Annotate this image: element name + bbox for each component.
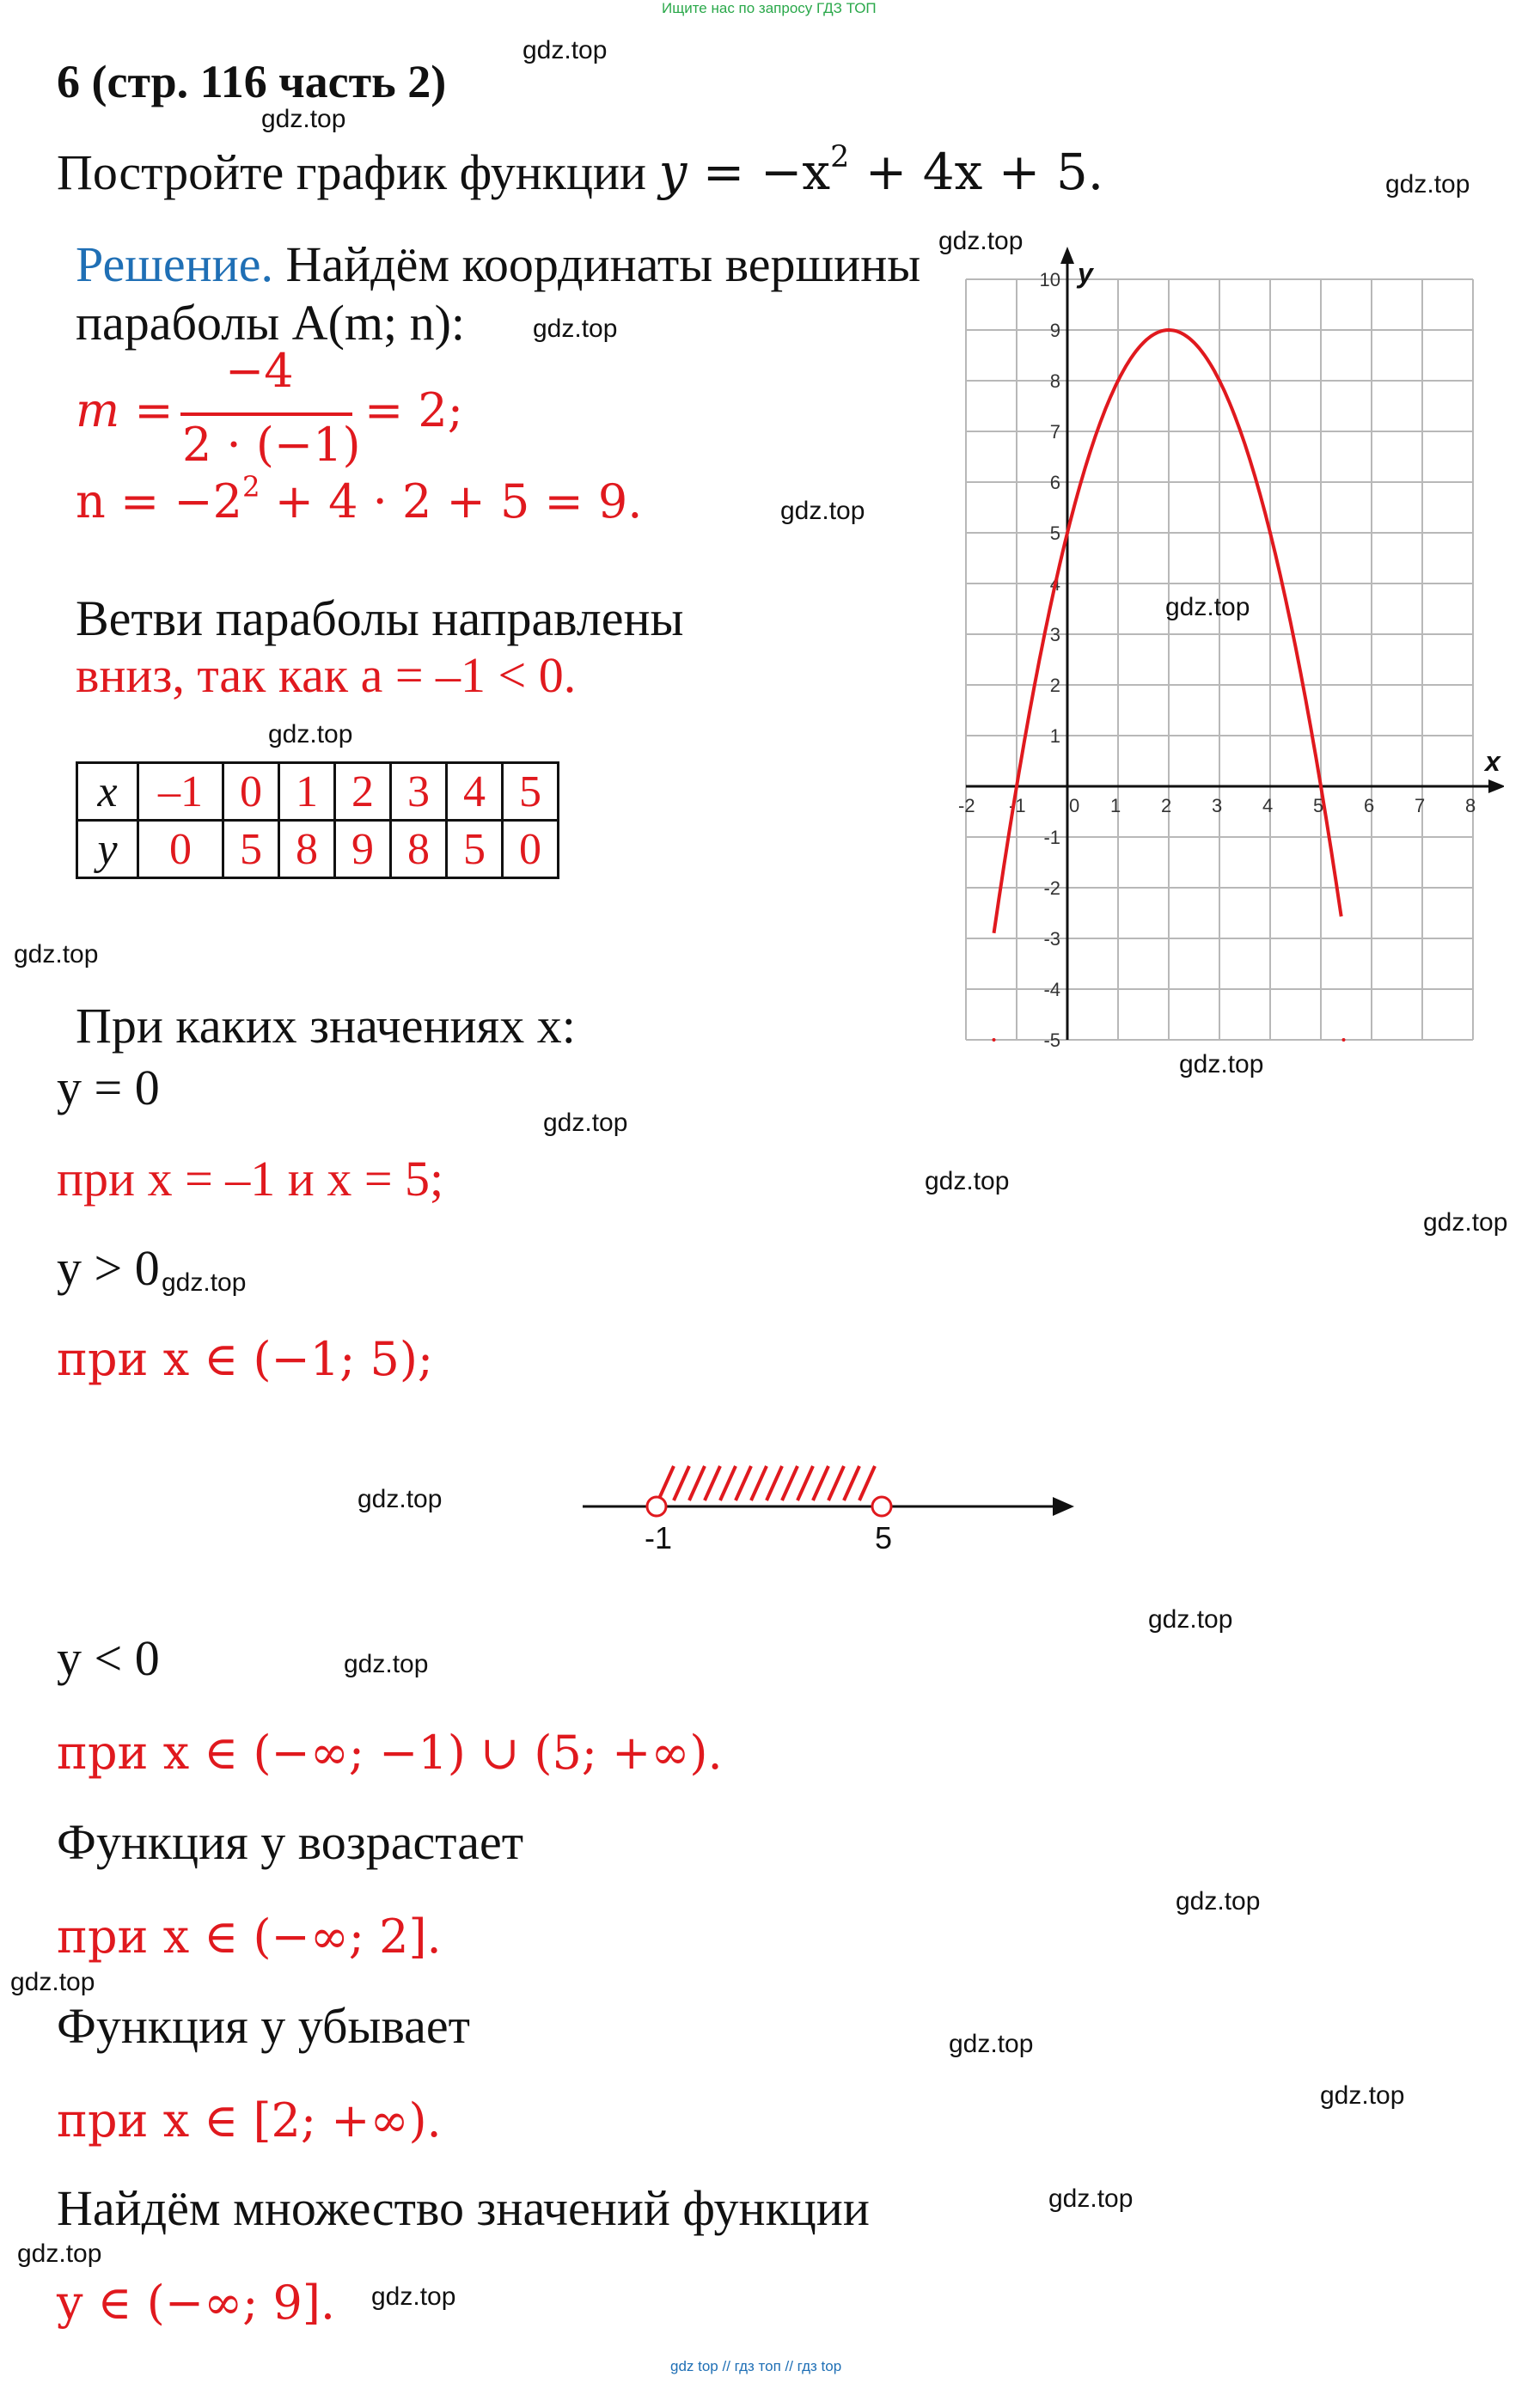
table-header-y: y [77,821,138,878]
branches-line-2: вниз, так как a = –1 < 0. [76,647,577,703]
task-formula-tail: + 4x + 5. [849,143,1104,201]
watermark: gdz.top [1385,170,1470,199]
data-point [1167,328,1170,332]
number-line [576,1452,1083,1564]
table-cell: 5 [447,821,503,878]
watermark: gdz.top [938,227,1024,255]
data-point [1218,379,1221,382]
x-tick-label: 5 [1313,795,1324,816]
watermark: gdz.top [10,1968,95,1996]
y-tick-label: 4 [1049,573,1060,595]
data-point [1341,1038,1345,1042]
open-point-right [872,1497,891,1516]
y-tick-label: -2 [1043,877,1060,899]
number-line-label-left: -1 [645,1520,673,1555]
task-prefix: Постройте график функции [57,144,659,200]
table-header-x: x [77,763,138,821]
x-tick-label: 7 [1415,795,1426,816]
n-exp: 2 [241,470,260,504]
data-point [1268,531,1272,535]
watermark: gdz.top [1048,2184,1134,2213]
table-cell: 0 [503,821,559,878]
m-denominator: 2 · (−1) [182,418,361,472]
n-formula [76,470,643,529]
watermark: gdz.top [925,1167,1010,1195]
x-tick-label: 6 [1364,795,1375,816]
watermark: gdz.top [1165,593,1250,621]
table-cell: 0 [138,821,223,878]
data-point [1066,531,1069,535]
task-formula-exp: 2 [830,139,850,174]
watermark: gdz.top [268,720,353,749]
watermark: gdz.top [522,36,608,64]
watermark: gdz.top [14,940,99,968]
watermark: gdz.top [344,1650,429,1678]
y-tick-label: 2 [1049,675,1060,696]
question-2: y > 0 [57,1240,160,1296]
increasing-text: Функция y возрастает [57,1814,524,1870]
watermark: gdz.top [1423,1208,1508,1237]
y-tick-label: 8 [1049,370,1060,392]
table-cell: 0 [223,763,279,821]
watermark: gdz.top [261,105,346,133]
x-tick-label: 0 [1069,795,1080,816]
data-point [993,1038,996,1042]
number-line-arrow [1053,1497,1074,1516]
top-banner[interactable]: Ищите нас по запросу ГДЗ ТОП [662,0,877,16]
y-tick-label: 3 [1049,624,1060,645]
watermark: gdz.top [1148,1605,1233,1634]
table-cell: 8 [279,821,335,878]
x-tick-label: -2 [958,795,975,816]
branches-line-1: Ветви параболы направлены [76,590,684,646]
answer-1: при x = –1 и x = 5; [57,1151,444,1207]
x-axis-label: x [1485,746,1500,777]
data-point [1116,379,1120,382]
watermark: gdz.top [533,315,618,343]
y-tick-label: 6 [1049,472,1060,493]
task-formula: = −x [687,143,831,201]
question-3: y < 0 [57,1630,160,1686]
number-line-hatch [658,1466,875,1500]
y-tick-label: 10 [1039,269,1060,290]
task-statement [57,139,1104,201]
y-axis-label: y [1078,258,1093,289]
x-axis-arrow [1488,779,1504,793]
table-cell: 2 [335,763,391,821]
x-tick-label: 4 [1262,795,1274,816]
table-cell: –1 [138,763,223,821]
decreasing-text: Функция y убывает [57,1998,470,2054]
answer-2: при x ∈ (−1; 5); [57,1332,434,1386]
n-pre: n = −2 [76,474,242,529]
y-tick-label: 5 [1049,522,1060,544]
watermark: gdz.top [780,497,865,525]
questions-intro: При каких значениях x: [76,998,576,1054]
answer-decreasing: при x ∈ [2; +∞). [57,2093,442,2148]
values-table [76,761,559,879]
y-tick-label: -4 [1043,979,1060,1000]
answer-3: при x ∈ (−∞; −1) ∪ (5; +∞). [57,1726,723,1780]
y-tick-label: 9 [1049,320,1060,341]
table-cell: 9 [335,821,391,878]
solution-line-1 [76,235,920,293]
solution-line1: Найдём координаты вершины [272,236,921,292]
watermark: gdz.top [371,2282,456,2311]
watermark: gdz.top [17,2239,102,2268]
y-tick-label: 1 [1049,725,1060,747]
watermark: gdz.top [1179,1050,1264,1078]
page-title: 6 (стр. 116 часть 2) [57,56,447,107]
range-text: Найдём множество значений функции [57,2180,870,2236]
watermark: gdz.top [949,2030,1034,2058]
question-1: y = 0 [57,1060,160,1115]
x-tick-label: 1 [1110,795,1121,816]
footer-links[interactable]: gdz top // гдз топ // гдз top [670,2358,842,2374]
watermark: gdz.top [162,1268,247,1297]
solution-line-2: параболы A(m; n): [76,295,466,351]
table-cell: 5 [223,821,279,878]
table-cell: 5 [503,763,559,821]
x-tick-label: 2 [1161,795,1172,816]
table-row-y [77,821,559,878]
watermark: gdz.top [358,1485,443,1513]
answer-increasing: при x ∈ (−∞; 2]. [57,1909,442,1964]
y-tick-label: 7 [1049,421,1060,443]
watermark: gdz.top [1320,2081,1405,2110]
x-tick-label: 3 [1212,795,1223,816]
watermark: gdz.top [543,1109,628,1137]
answer-range: y ∈ (−∞; 9]. [57,2276,336,2330]
n-post: + 4 · 2 + 5 = 9. [260,474,643,529]
x-tick-label: -1 [1009,795,1026,816]
m-result: = 2; [364,383,463,437]
data-point [1015,785,1018,788]
m-fraction-bar [180,412,352,416]
table-cell: 3 [391,763,447,821]
x-tick-label: 8 [1465,795,1476,816]
table-cell: 4 [447,763,503,821]
table-cell: 8 [391,821,447,878]
open-point-left [647,1497,666,1516]
watermark: gdz.top [1176,1887,1261,1916]
y-tick-label: -1 [1043,827,1060,848]
data-point [1319,785,1323,788]
table-row-x [77,763,559,821]
table-cell: 1 [279,763,335,821]
solution-label: Решение. [76,236,273,292]
y-axis-arrow [1060,247,1074,264]
task-formula-y: y [658,143,688,201]
y-tick-label: -5 [1043,1030,1060,1048]
y-tick-label: -3 [1043,928,1060,950]
m-var: m = [76,383,174,437]
number-line-label-right: 5 [875,1520,893,1555]
parabola-graph [945,241,1504,1048]
m-numerator: −4 [225,344,294,398]
